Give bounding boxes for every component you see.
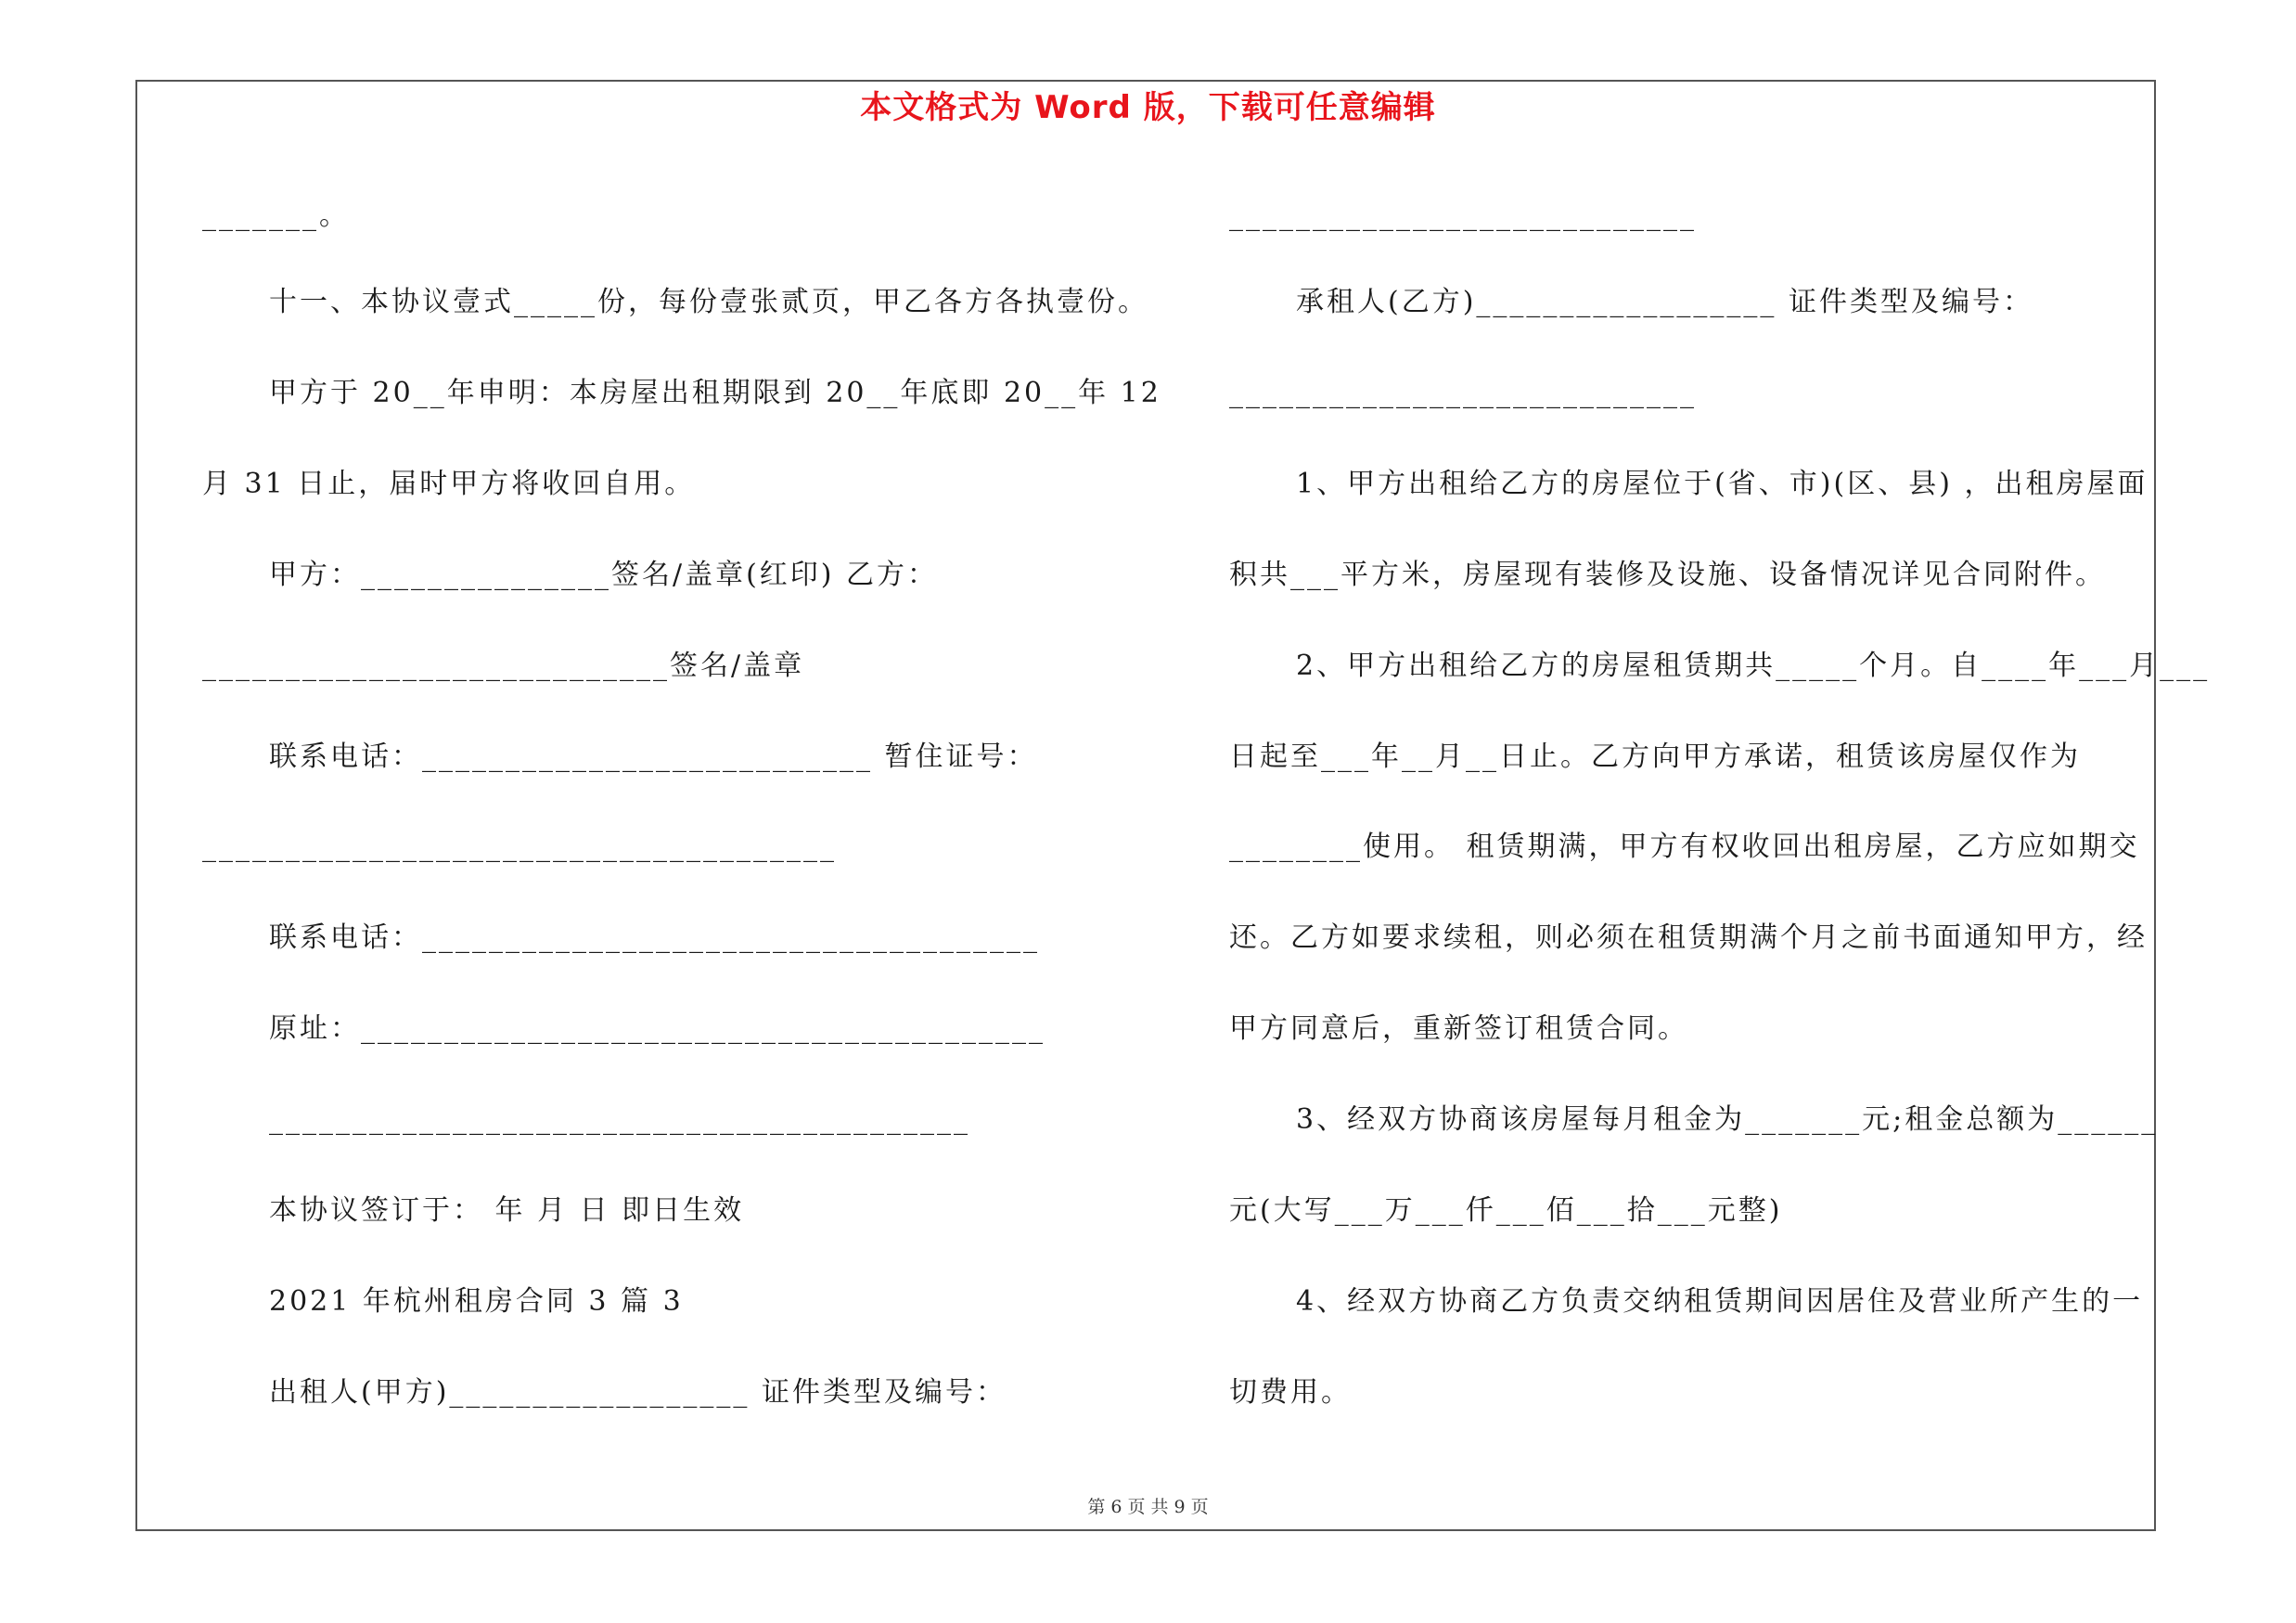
text-line: 甲方于 20__年申明：本房屋出租期限到 20__年底即 20__年 12 bbox=[269, 377, 1161, 409]
text-line: 出租人(甲方)__________________ 证件类型及编号： bbox=[269, 1376, 1007, 1409]
text-line: ______________________________________ bbox=[202, 831, 837, 863]
text-line: 承租人(乙方)__________________ 证件类型及编号： bbox=[1296, 286, 2033, 318]
text-line: 2021 年杭州租房合同 3 篇 3 bbox=[269, 1285, 684, 1318]
text-line: ________使用。 租赁期满，甲方有权收回出租房屋，乙方应如期交 bbox=[1229, 831, 2140, 863]
text-line: 日起至___年__月__日止。乙方向甲方承诺，租赁该房屋仅作为 bbox=[1229, 741, 2081, 773]
text-line: 4、经双方协商乙方负责交纳租赁期间因居住及营业所产生的一 bbox=[1296, 1285, 2144, 1318]
text-line: 3、经双方协商该房屋每月租金为_______元;租金总额为______ bbox=[1296, 1103, 2159, 1136]
text-line: 本协议签订于： 年 月 日 即日生效 bbox=[269, 1194, 745, 1227]
text-line: _______。 bbox=[202, 200, 350, 232]
text-line: __________________________________________ bbox=[269, 1103, 970, 1136]
text-line: ____________________________签名/盖章 bbox=[202, 650, 805, 682]
text-line: ____________________________ bbox=[1229, 200, 1697, 232]
text-line: 十一、本协议壹式_____份，每份壹张贰页，甲乙各方各执壹份。 bbox=[269, 286, 1148, 318]
word-format-banner: 本文格式为 Word 版，下载可任意编辑 bbox=[860, 89, 1436, 126]
page-number: 第 6 页 共 9 页 bbox=[1087, 1497, 1209, 1517]
text-line: 甲方：_______________签名/盖章(红印) 乙方： bbox=[269, 559, 939, 591]
text-line: ____________________________ bbox=[1229, 377, 1697, 409]
text-line: 甲方同意后，重新签订租赁合同。 bbox=[1229, 1012, 1688, 1045]
text-line: 原址：_________________________________________ bbox=[269, 1012, 1045, 1045]
text-line: 还。乙方如要求续租，则必须在租赁期满个月之前书面通知甲方，经 bbox=[1229, 921, 2148, 954]
text-line: 积共___平方米，房屋现有装修及设施、设备情况详见合同附件。 bbox=[1229, 559, 2106, 591]
text-line: 1、甲方出租给乙方的房屋位于(省、市)(区、县) ，出租房屋面 bbox=[1296, 468, 2148, 500]
text-line: 2、甲方出租给乙方的房屋租赁期共_____个月。自____年___月___ bbox=[1296, 650, 2211, 682]
text-line: 切费用。 bbox=[1229, 1376, 1352, 1409]
text-line: 联系电话：_____________________________________ bbox=[269, 921, 1040, 954]
text-line: 月 31 日止，届时甲方将收回自用。 bbox=[202, 468, 696, 500]
text-line: 联系电话：___________________________ 暂住证号： bbox=[269, 741, 1038, 773]
text-line: 元(大写___万___仟___佰___拾___元整) bbox=[1229, 1194, 1783, 1227]
